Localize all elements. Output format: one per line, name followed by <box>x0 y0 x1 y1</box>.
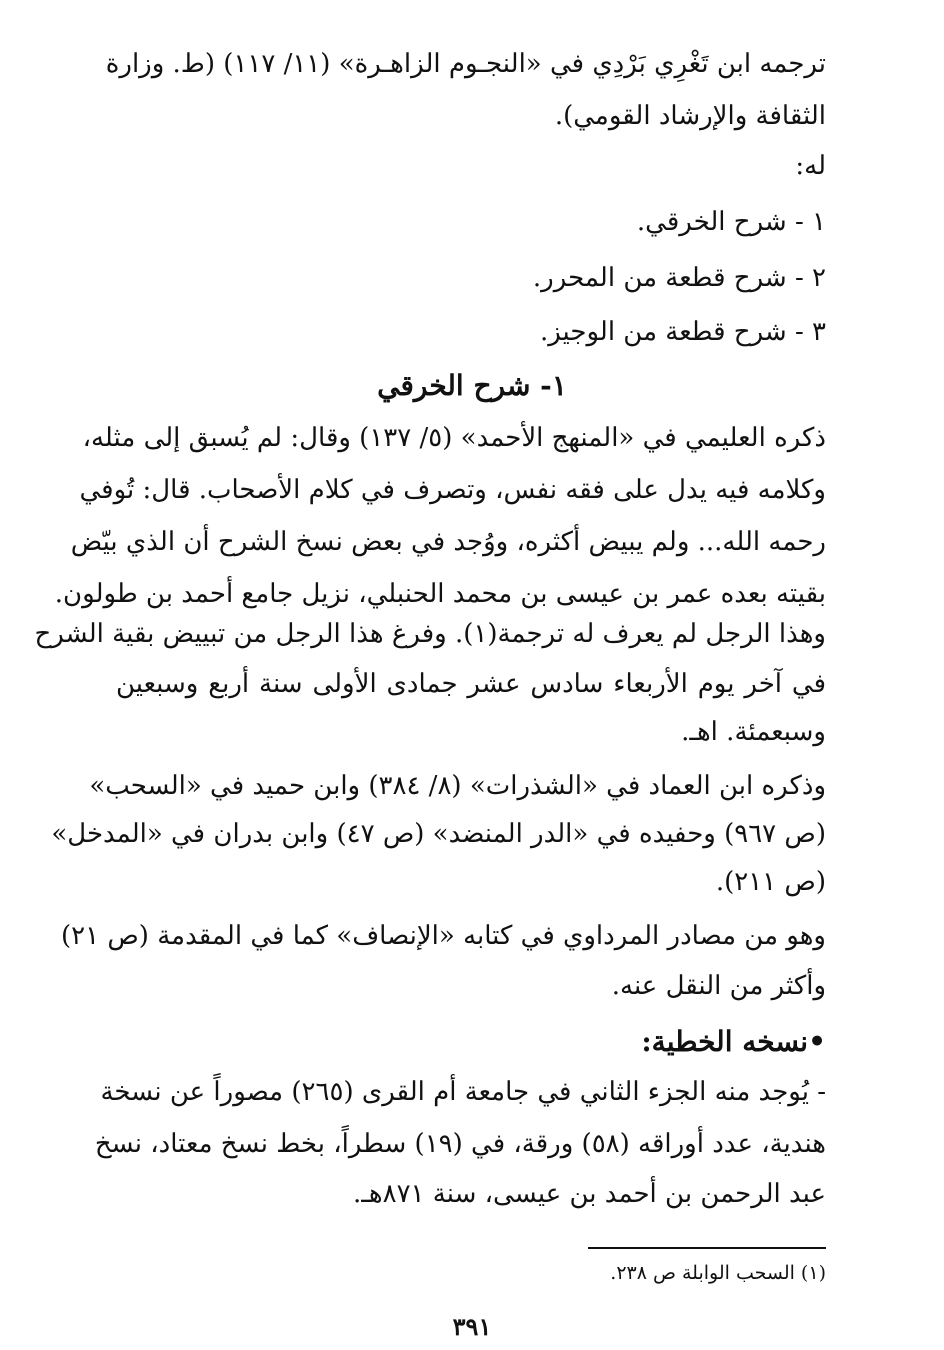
paragraph-line: في آخر يوم الأربعاء سادس عشر جمادى الأولى سنة أربع وسبعين <box>116 669 826 699</box>
section-title: ١- شرح الخرقي <box>377 369 567 402</box>
intro-line: ترجمه ابن تَغْرِي بَرْدِي في «النجـوم الزاهـرة» (١١/ ١١٧) (ط. وزارة <box>105 49 826 79</box>
paragraph-line: وكلامه فيه يدل على فقه نفس، وتصرف في كلام الأصحاب. قال: تُوفي <box>79 475 826 505</box>
page-number: ٣٩١ <box>452 1312 492 1341</box>
manuscripts-title: •نسخه الخطية: <box>641 1025 826 1058</box>
footnote-divider <box>588 1247 826 1249</box>
intro-line: الثقافة والإرشاد القومي). <box>554 101 826 131</box>
footnote: (١) السحب الوابلة ص ٢٣٨. <box>610 1262 826 1284</box>
paragraph-line: وأكثر من النقل عنه. <box>611 971 826 1001</box>
paragraph-line: ذكره العليمي في «المنهج الأحمد» (٥/ ١٣٧) وقال: لم يُسبق إلى مثله، <box>82 423 826 453</box>
work-item: ٣ - شرح قطعة من الوجيز. <box>539 317 826 347</box>
works-intro: له: <box>795 151 826 181</box>
paragraph-line: بقيته بعده عمر بن عيسى بن محمد الحنبلي، نزيل جامع أحمد بن طولون. <box>54 579 826 609</box>
paragraph-line: وسبعمئة. اهـ. <box>681 717 826 747</box>
work-item: ١ - شرح الخرقي. <box>636 207 826 237</box>
paragraph-line: (ص ٢١١). <box>715 867 826 897</box>
paragraph-line: هندية، عدد أوراقه (٥٨) ورقة، في (١٩) سطراً، بخط نسخ معتاد، نسخ <box>94 1129 826 1159</box>
paragraph-line: رحمه الله... ولم يبيض أكثره، ووُجد في بعض نسخ الشرح أن الذي بيّض <box>70 527 826 557</box>
paragraph-line: وذكره ابن العماد في «الشذرات» (٨/ ٣٨٤) وابن حميد في «السحب» <box>89 771 826 801</box>
paragraph-line: وهو من مصادر المرداوي في كتابه «الإنصاف» كما في المقدمة (ص ٢١) <box>61 921 826 951</box>
paragraph-line: وهذا الرجل لم يعرف له ترجمة(١). وفرغ هذا الرجل من تبييض بقية الشرح <box>34 619 826 649</box>
paragraph-line: - يُوجد منه الجزء الثاني في جامعة أم القرى (٢٦٥) مصوراً عن نسخة <box>100 1077 826 1107</box>
paragraph-line: عبد الرحمن بن أحمد بن عيسى، سنة ٨٧١هـ. <box>353 1179 826 1209</box>
work-item: ٢ - شرح قطعة من المحرر. <box>532 263 826 293</box>
paragraph-line: (ص ٩٦٧) وحفيده في «الدر المنضد» (ص ٤٧) وابن بدران في «المدخل» <box>51 819 826 849</box>
